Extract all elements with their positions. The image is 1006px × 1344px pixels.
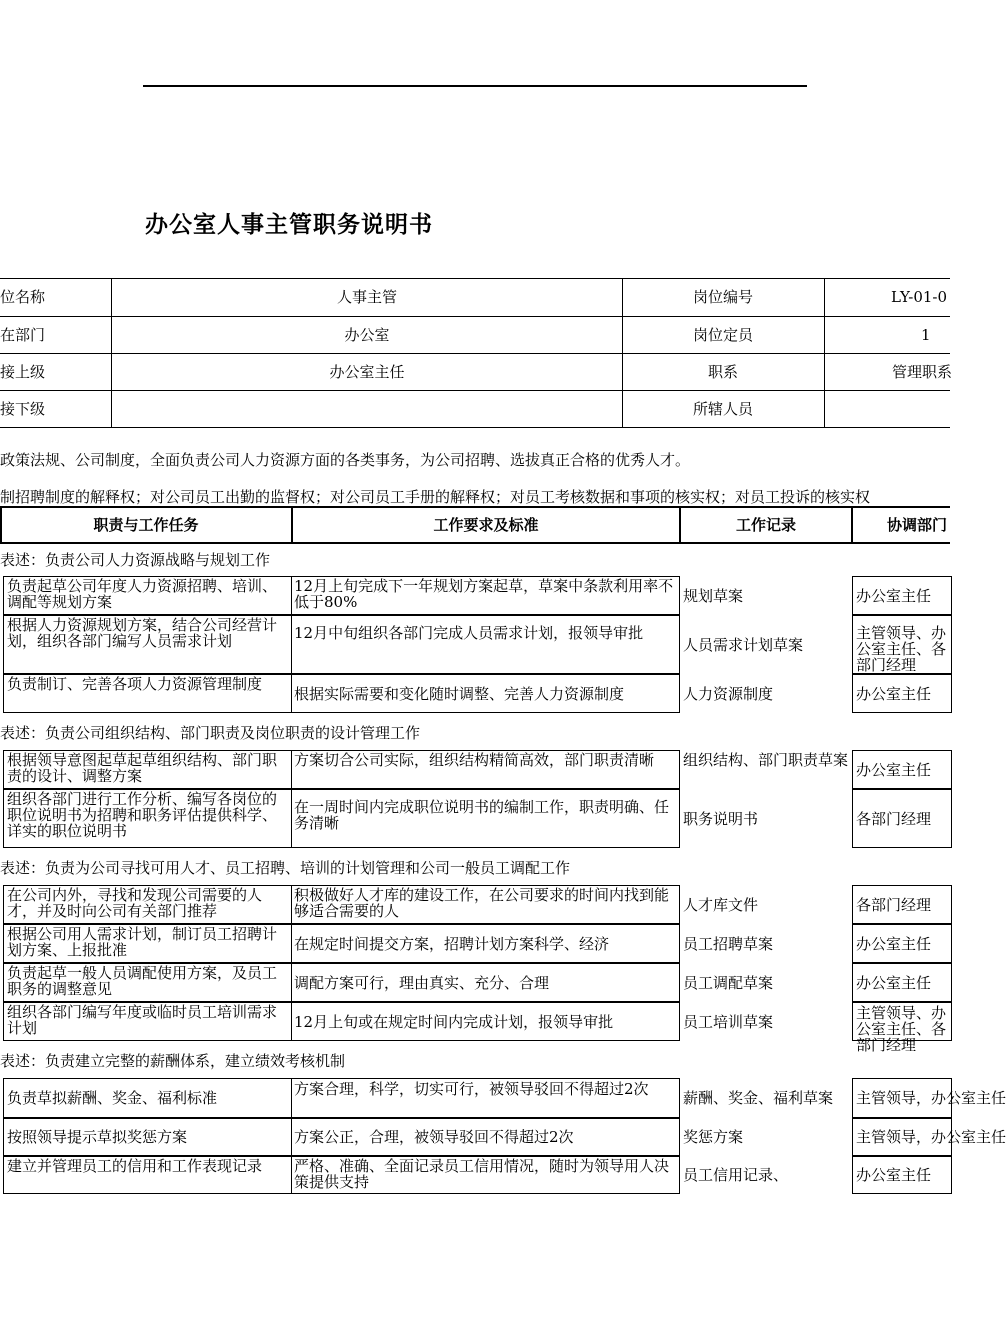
task-cell: 在公司内外，寻找和发现公司需要的人才，并及时向公司有关部门推荐 <box>7 886 263 920</box>
task-row <box>0 674 950 713</box>
record-cell: 人力资源制度 <box>683 684 774 703</box>
task-cell: 组织各部门编写年度或临时员工培训需求计划 <box>7 1003 278 1037</box>
record-cell: 员工信用记录、 <box>683 1166 789 1184</box>
col-header-task: 职责与工作任务 <box>93 516 199 534</box>
standard-cell: 方案切合公司实际，组织结构精简高效，部门职责清晰 <box>294 751 655 769</box>
standard-cell: 12月中旬组织各部门完成人员需求计划，报领导审批 <box>294 624 644 642</box>
coord-cell: 主管领导，办公室主任 <box>856 1128 1006 1146</box>
standard-cell: 严格、准确、全面记录员工信用情况，随时为领导用人决策提供支持 <box>294 1157 670 1191</box>
section-heading: 表述：负责公司人力资源战略与规划工作 <box>0 551 271 569</box>
top-rule <box>143 85 807 87</box>
record-cell: 员工调配草案 <box>683 973 774 992</box>
task-row <box>0 1156 950 1194</box>
task-cell: 负责起草公司年度人力资源招聘、培训、调配等规划方案 <box>7 577 278 611</box>
info-label: 职系 <box>707 363 738 381</box>
info-label: 岗位编号 <box>692 288 753 306</box>
coord-cell: 办公室主任 <box>856 934 932 953</box>
task-row <box>0 750 950 789</box>
record-cell: 薪酬、奖金、福利草案 <box>683 1089 834 1107</box>
coord-cell: 主管领导、办公室主任、各部门经理 <box>856 1004 947 1054</box>
info-label: 岗位定员 <box>692 326 753 344</box>
info-value <box>826 391 950 428</box>
info-row <box>0 353 953 391</box>
info-row <box>0 390 950 428</box>
grid-line <box>291 508 293 542</box>
record-cell: 组织结构、部门职责草案 <box>683 751 849 769</box>
record-cell: 规划草案 <box>683 586 744 605</box>
task-row <box>0 615 950 674</box>
col-header-record: 工作记录 <box>735 516 796 534</box>
info-label: 位名称 <box>0 288 46 306</box>
record-cell: 员工培训草案 <box>683 1012 774 1031</box>
task-row <box>0 924 950 963</box>
task-cell: 负责草拟薪酬、奖金、福利标准 <box>7 1089 218 1107</box>
task-row <box>0 963 950 1002</box>
task-cell: 组织各部门进行工作分析、编写各岗位的职位说明书为招聘和职务评估提供科学、详实的职位说明书 <box>7 790 278 840</box>
info-row <box>0 316 950 354</box>
task-row <box>0 576 950 615</box>
grid-line <box>111 279 112 427</box>
info-label: 接下级 <box>0 400 46 418</box>
info-value: 办公室 <box>344 326 390 344</box>
info-row <box>0 279 950 316</box>
standard-cell: 在规定时间提交方案，招聘计划方案科学、经济 <box>294 934 610 953</box>
job-authority: 制招聘制度的解释权；对公司员工出勤的监督权；对公司员工手册的解释权；对员工考核数据和事项的核实权；对员工投诉的核实权 <box>0 488 871 506</box>
task-row <box>0 885 950 924</box>
task-row <box>0 789 950 848</box>
task-cell: 根据人力资源规划方案，结合公司经营计划，组织各部门编写人员需求计划 <box>7 616 278 650</box>
record-cell: 员工招聘草案 <box>683 934 774 953</box>
record-cell: 奖惩方案 <box>683 1128 744 1146</box>
grid-line <box>0 508 2 542</box>
standard-cell: 调配方案可行，理由真实、充分、合理 <box>294 973 550 992</box>
record-cell: 人才库文件 <box>683 895 759 914</box>
task-row <box>0 1078 1006 1118</box>
record-cell: 职务说明书 <box>683 809 759 828</box>
col-header-coord: 协调部门 <box>886 516 947 534</box>
task-row <box>0 1002 950 1054</box>
standard-cell: 方案合理，科学，切实可行，被领导驳回不得超过2次 <box>294 1080 649 1098</box>
info-value <box>112 391 622 428</box>
section-heading: 表述：负责公司组织结构、部门职责及岗位职责的设计管理工作 <box>0 724 421 742</box>
section-heading: 表述：负责为公司寻找可用人才、员工招聘、培训的计划管理和公司一般员工调配工作 <box>0 859 571 877</box>
task-cell: 按照领导提示草拟奖惩方案 <box>7 1128 188 1146</box>
grid-line <box>679 508 681 542</box>
info-value: LY-01-0 <box>891 288 948 306</box>
coord-cell: 办公室主任 <box>856 684 932 703</box>
info-label: 接上级 <box>0 363 46 381</box>
grid-line <box>851 508 853 542</box>
duties-table-header <box>0 506 950 544</box>
section-heading: 表述：负责建立完整的薪酬体系，建立绩效考核机制 <box>0 1052 346 1070</box>
info-value: 办公室主任 <box>329 363 405 381</box>
grid-line <box>622 279 623 427</box>
task-cell: 建立并管理员工的信用和工作表现记录 <box>7 1157 263 1175</box>
record-cell: 人员需求计划草案 <box>683 635 804 654</box>
standard-cell: 积极做好人才库的建设工作，在公司要求的时间内找到能够适合需要的人 <box>294 886 670 920</box>
coord-cell: 各部门经理 <box>856 895 932 914</box>
task-cell: 负责起草一般人员调配使用方案，及员工职务的调整意见 <box>7 964 278 998</box>
task-cell: 负责制订、完善各项人力资源管理制度 <box>7 675 263 693</box>
standard-cell: 方案公正，合理，被领导驳回不得超过2次 <box>294 1128 574 1146</box>
standard-cell: 12月上旬完成下一年规划方案起草，草案中条款利用率不低于80% <box>294 577 674 611</box>
info-label: 在部门 <box>0 326 46 344</box>
coord-cell: 办公室主任 <box>856 760 932 779</box>
task-cell: 根据公司用人需求计划，制订员工招聘计划方案、上报批准 <box>7 925 278 959</box>
task-row <box>0 1118 1006 1156</box>
coord-cell: 办公室主任 <box>856 586 932 605</box>
info-value: 管理职系 <box>892 363 953 381</box>
coord-cell: 主管领导，办公室主任 <box>856 1089 1006 1107</box>
standard-cell: 根据实际需要和变化随时调整、完善人力资源制度 <box>294 684 625 703</box>
position-info-table <box>0 278 953 428</box>
coord-cell: 办公室主任 <box>856 973 932 992</box>
coord-cell: 各部门经理 <box>856 809 932 828</box>
coord-cell: 办公室主任 <box>856 1166 932 1184</box>
standard-cell: 12月上旬或在规定时间内完成计划，报领导审批 <box>294 1012 614 1031</box>
standard-cell: 在一周时间内完成职位说明书的编制工作，职责明确、任务清晰 <box>294 798 670 832</box>
info-value: 人事主管 <box>336 288 397 306</box>
info-value: 1 <box>921 326 931 344</box>
coord-cell: 主管领导、办公室主任、各部门经理 <box>856 624 947 674</box>
document-title: 办公室人事主管职务说明书 <box>145 212 433 238</box>
col-header-standard: 工作要求及标准 <box>433 516 539 534</box>
task-cell: 根据领导意图起草起草组织结构、部门职责的设计、调整方案 <box>7 751 278 785</box>
job-summary: 政策法规、公司制度，全面负责公司人力资源方面的各类事务，为公司招聘、选拔真正合格的优秀人才。 <box>0 451 691 469</box>
info-label: 所辖人员 <box>692 400 753 418</box>
grid-line <box>824 279 825 427</box>
